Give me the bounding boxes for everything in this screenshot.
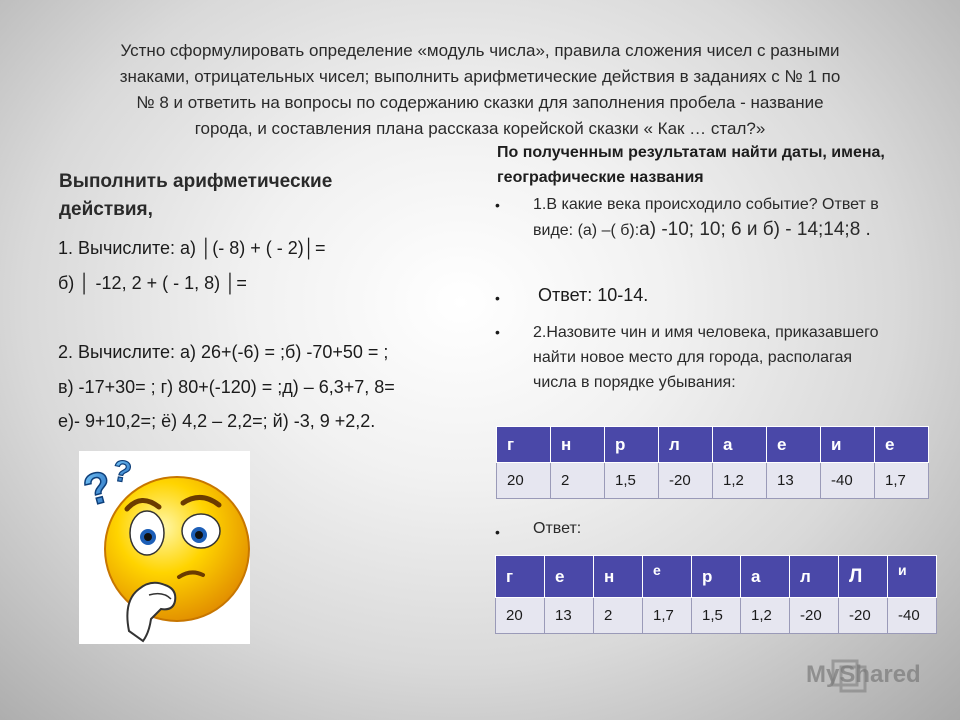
svg-text:?: ? <box>79 461 118 516</box>
answer-1: Ответ: 10-14. <box>538 285 649 305</box>
header-line: знаками, отрицательных чисел; выполнить арифметические действия в заданиях с № 1 по <box>119 67 841 86</box>
table-cell: 20 <box>496 598 545 634</box>
table-cell: р <box>692 556 741 598</box>
table-row <box>497 463 929 499</box>
table-cell: -20 <box>839 598 888 634</box>
table-row <box>496 556 937 598</box>
question-1-text: 1.В какие века происходило событие? Ответ в виде: (а) –( б): <box>533 196 879 239</box>
table-cell: -20 <box>659 463 713 499</box>
question-1-values: а) -10; 10; 6 и б) - 14;14;8 . <box>639 219 871 240</box>
table-cell: 1,2 <box>741 598 790 634</box>
table-cell: е <box>875 427 929 463</box>
table-cell: 2 <box>594 598 643 634</box>
bullet-icon: • <box>495 324 500 340</box>
table-cell: 13 <box>545 598 594 634</box>
table-cell: и <box>821 427 875 463</box>
letters-table-2 <box>495 555 937 634</box>
table-cell: а <box>741 556 790 598</box>
bullet-icon: • <box>495 290 500 306</box>
task-line: б) │ -12, 2 + ( - 1, 8) │= <box>58 273 247 293</box>
header-line: Устно сформулировать определение «модуль числа», правила сложения чисел с разными <box>120 41 840 60</box>
table-cell: л <box>790 556 839 598</box>
letters-table-1 <box>496 426 929 499</box>
table-cell: а <box>713 427 767 463</box>
table-cell: 1,7 <box>643 598 692 634</box>
table-cell: -40 <box>888 598 937 634</box>
svg-text:?: ? <box>110 454 134 490</box>
table-cell: е <box>767 427 821 463</box>
table-cell: л <box>659 427 713 463</box>
table-cell: -40 <box>821 463 875 499</box>
left-title: Выполнить арифметические действия, <box>59 171 333 220</box>
table-cell: н <box>551 427 605 463</box>
task-line: е)- 9+10,2=; ё) 4,2 – 2,2=; й) -3, 9 +2,2. <box>58 411 376 431</box>
table-cell: н <box>594 556 643 598</box>
table-cell: 1,5 <box>605 463 659 499</box>
table-cell: е <box>545 556 594 598</box>
table-cell: -20 <box>790 598 839 634</box>
task-line: 1. Вычислите: а) │(- 8) + ( - 2)│= <box>58 238 326 258</box>
table-cell: и <box>888 556 937 598</box>
header-line: города, и составления плана рассказа корейской сказки « Как … стал?» <box>194 119 766 138</box>
watermark-text: MyShared <box>806 661 921 688</box>
question-1 <box>533 192 903 243</box>
table-cell: 2 <box>551 463 605 499</box>
bullet-icon: • <box>495 524 500 540</box>
table-cell: Л <box>839 556 888 598</box>
table-row <box>496 598 937 634</box>
table-cell: г <box>496 556 545 598</box>
table-cell: р <box>605 427 659 463</box>
table-cell: 13 <box>767 463 821 499</box>
answer-2-label: Ответ: <box>533 520 582 537</box>
right-title: По полученным результатам найти даты, имена, географические названия <box>497 144 885 186</box>
table-cell: 1,5 <box>692 598 741 634</box>
table-cell: 1,7 <box>875 463 929 499</box>
task-line: в) -17+30= ; г) 80+(-120) = ;д) – 6,3+7, 8= <box>58 377 395 397</box>
task-line: 2. Вычислите: а) 26+(-6) = ;б) -70+50 = ; <box>58 342 389 362</box>
slide-header <box>60 38 900 142</box>
table-row <box>497 427 929 463</box>
bullet-icon: • <box>495 197 500 213</box>
thinking-smiley-image <box>79 451 250 644</box>
question-2: 2.Назовите чин и имя человека, приказавшего найти новое место для города, располагая числа в порядке убывания: <box>533 324 879 391</box>
table-cell: 20 <box>497 463 551 499</box>
table-cell: г <box>497 427 551 463</box>
table-cell: е <box>643 556 692 598</box>
table-cell: 1,2 <box>713 463 767 499</box>
header-line: № 8 и ответить на вопросы по содержанию сказки для заполнения пробела - название <box>136 93 824 112</box>
